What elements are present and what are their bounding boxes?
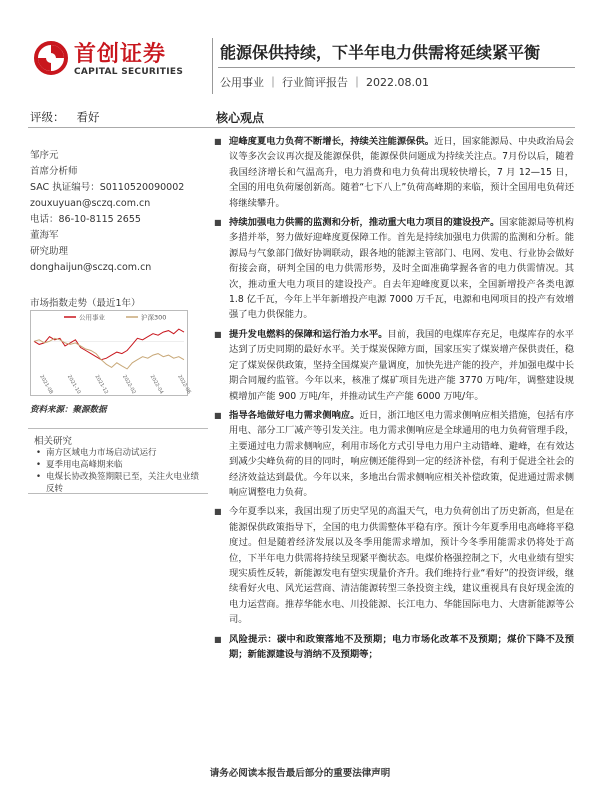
risk-bullet — [214, 632, 574, 663]
bullet-text: 目前，我国的电煤库存充足，电煤库存的水平达到了历史同期的最好水平。关于煤炭保障方面，国家压实了煤炭增产保供责任，稳定了煤炭保供政策，坚持全国煤炭产量调度，加快先进产能的投产，并加强电煤中长期合同履约监管。今年以来，核准了煤矿项目先进产能 3770 万吨/年，调整建设规模增加产能 900 万吨/年，并推动试生产产能 6000 万吨/年。 — [229, 328, 574, 402]
bullet-text: 近日，国家能源局、中央政治局会议等多次会议再次提及能源保供，能源保供问题成为持续关注点。7月份以后，随着我国经济增长和气温高升，电力消费和电力负荷出现较快增长，7 月 12—15 日，全国的用电负荷屡创新高。随着“七下八上”负荷高峰期的来临，预计全国用电负荷还将继续攀升。 — [229, 136, 574, 209]
rating-value: 看好 — [76, 110, 100, 124]
related-item[interactable]: • 南方区域电力市场启动试运行 — [36, 447, 204, 459]
bullet-heading: 提升发电燃料的保障和运行治力水平。 — [229, 328, 388, 340]
logo-chinese-name: 首创证券 — [74, 42, 167, 67]
related-item[interactable]: • 夏季用电高峰期来临 — [36, 459, 204, 471]
report-meta: 公用事业 ｜ 行业简评报告 ｜ 2022.08.01 — [220, 76, 429, 89]
report-title: 能源保供持续，下半年电力供需将延续紧平衡 — [220, 43, 541, 62]
header-divider — [212, 38, 213, 94]
view-bullet — [214, 327, 574, 404]
rating-label: 评级： — [30, 110, 65, 124]
bullet-text: 国家能源局等机构多措并举，努力做好迎峰度夏保障工作。首先是持续加强电力供需的监测和分析。能源局与气象部门做好协调联动，跟各地的能源主管部门、电网、发电、行业协会做好衔接会商，研判全国的电力供需形势，及时全面准确掌握各省的电力供需情况。其次，推动重大电力项目的建设投产。自去年迎峰度夏以来，全国新增投产各类电源 1.8 亿千瓦，今年上半年新增投产电源 7000 万千瓦，电源和电网项目的投产有效增强了电力供保能力。 — [229, 217, 574, 321]
x-tick-label: 2021-10 — [65, 374, 82, 396]
series-line — [34, 338, 184, 369]
view-bullet — [214, 215, 574, 323]
logo-english-name: CAPITAL SECURITIES — [74, 67, 184, 77]
chart-title: 市场指数走势（最近1年） — [30, 298, 141, 309]
rating — [30, 109, 100, 125]
view-bullet — [214, 134, 574, 211]
risk-text: 风险提示：碳中和政策落地不及预期；电力市场化改革不及预期；煤价下降不及预期；新能源建设与消纳不及预期等； — [229, 633, 574, 660]
related-research-title: 相关研究 — [34, 436, 73, 447]
analyst-role: 首席分析师 — [30, 166, 78, 177]
legend-label: 公用事业 — [79, 313, 105, 322]
related-item[interactable]: • 电煤长协改换签期限已至，关注火电业绩反转 — [36, 471, 204, 495]
capital-securities-logo-icon — [34, 41, 68, 75]
x-tick-label: 2022-06 — [176, 374, 192, 396]
chart-frame — [31, 311, 188, 396]
x-tick-label: 2021-08 — [38, 374, 54, 396]
related-research-list — [36, 447, 204, 495]
analyst-name: 董海军 — [30, 230, 59, 241]
bullet-heading: 持续加强电力供需的监测和分析，推动重大电力项目的建设投产。 — [229, 217, 500, 229]
analyst-1 — [30, 148, 184, 228]
view-bullet — [214, 504, 574, 627]
section-rule — [28, 127, 575, 128]
legal-notice-footer: 请务必阅读本报告最后部分的重要法律声明 — [209, 768, 391, 779]
analyst-email[interactable]: donghaijun@sczq.com.cn — [30, 262, 152, 273]
title-rule — [218, 67, 575, 68]
analyst-phone: 电话：86-10-8115 2655 — [30, 214, 141, 225]
core-views-list — [214, 134, 574, 662]
company-logo — [34, 37, 202, 85]
bullet-text: 今年夏季以来，我国出现了历史罕见的高温天气，电力负荷创出了历史新高，但是在能源保供政策指导下，全国的电力供需整体平稳有序。预计今年夏季用电高峰将平稳度过。但是随着经济发展以及冬季用能需求增加，预计今冬季用能需求仍将处于高位，下半年电力供需将持续呈现紧平衡状态。电煤价格强控制之下，火电业绩有望实现实质性反转，新能源发电有望实现量价齐升。我们维持行业“看好”的投资评级，继续看好火电、风光运营商、清洁能源转型三条投资主线，建议重视具有良好现金流的电力运营商。推荐华能水电、川投能源、长江电力、华能国际电力、大唐新能源等公司。 — [229, 506, 574, 626]
analyst-name: 邹序元 — [30, 150, 59, 161]
view-bullet — [214, 408, 574, 500]
chart-source: 资料来源：聚源数据 — [30, 405, 107, 415]
analyst-email[interactable]: zouxuyuan@sczq.com.cn — [30, 198, 151, 209]
x-tick-label: 2022-04 — [148, 374, 165, 396]
bullet-heading: 指导各地做好电力需求侧响应。 — [229, 409, 360, 421]
analyst-cert: SAC 执证编号：S0110520090002 — [30, 182, 185, 193]
analyst-2 — [30, 228, 151, 276]
x-tick-label: 2021-12 — [93, 374, 110, 396]
bullet-text: 近日，浙江地区电力需求侧响应相关措施，包括有序用电、部分工厂减产等引发关注。电力需求侧响应是全球通用的电力负荷管理手段，主要通过电力需求侧响应，利用市场化方式引导电力用户主动错峰、避峰，在有效达到减少尖峰负荷的目的同时，响应侧还能得到一定的经济补偿，有利于促进全社会的经济效益达到最优。今年以来，多地出台需求侧响应相关补偿政策，促进通过需求侧响应调整电力负荷。 — [229, 409, 574, 498]
analyst-role: 研究助理 — [30, 246, 69, 257]
market-index-chart — [30, 310, 192, 396]
x-tick-label: 2022-02 — [121, 374, 137, 396]
legend-label: 沪深300 — [141, 313, 167, 322]
bullet-heading: 迎峰度夏电力负荷不断增长，持续关注能源保供。 — [229, 136, 435, 147]
core-views-title: 核心观点 — [216, 111, 265, 125]
